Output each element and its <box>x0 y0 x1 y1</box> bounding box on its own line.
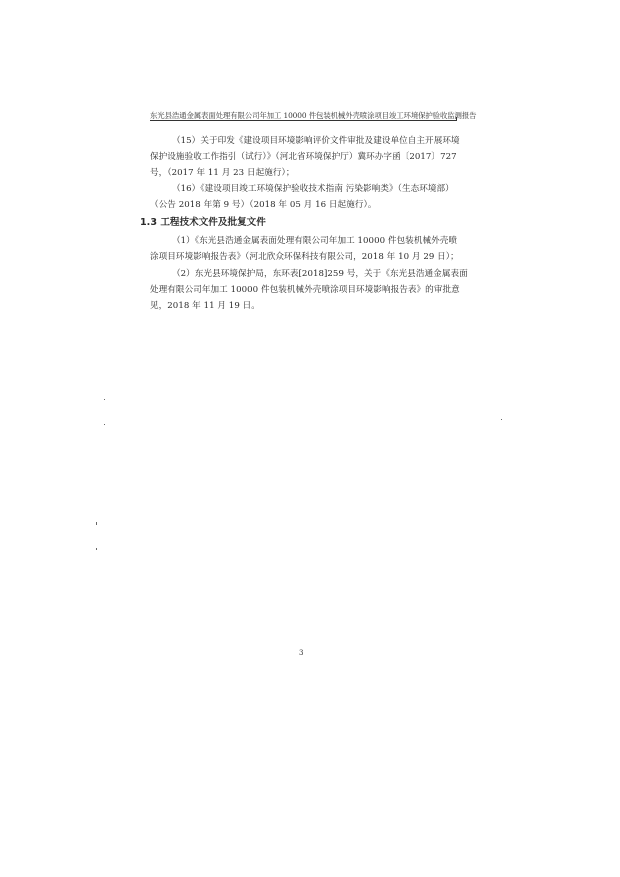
page-number: 3 <box>299 649 304 657</box>
reference-item-16-line-2: （公告 2018 年第 9 号）（2018 年 05 月 16 日起施行）。 <box>150 200 377 210</box>
scan-speck <box>104 424 105 425</box>
reference-item-15-line-2: 保护设施验收工作指引（试行）》（河北省环境保护厅）冀环办字函〔2017〕727 <box>150 152 457 162</box>
technical-document-item-1-line-2: 涂项目环境影响报告表》（河北欣众环保科技有限公司，2018 年 10 月 29 日）； <box>150 252 459 262</box>
reference-item-15-line-3: 号，（2017 年 11 月 23 日起施行）； <box>150 168 295 178</box>
scan-speck <box>104 399 105 400</box>
reference-item-15-line-1: （15）关于印发《建设项目环境影响评价文件审批及建设单位自主开展环境 <box>172 136 460 146</box>
reference-item-15 <box>150 133 460 181</box>
technical-document-item-2-line-2: 处理有限公司年加工 10000 件包装机械外壳喷涂项目环境影响报告表》的审批意 <box>150 285 460 295</box>
scan-speck <box>96 548 97 550</box>
section-heading: 1.3 工程技术文件及批复文件 <box>140 217 266 228</box>
header-rule <box>150 120 456 121</box>
scan-speck <box>96 522 97 525</box>
header-rule-end <box>454 117 457 121</box>
reference-item-16-line-1: （16）《建设项目竣工环境保护验收技术指南 污染影响类》（生态环境部） <box>172 184 454 194</box>
technical-document-item-2-line-1: （2）东光县环境保护局，东环表[2018]259 号，关于《东光县浩通金属表面 <box>172 269 468 279</box>
scan-speck <box>501 419 502 420</box>
technical-document-item-1-line-1: （1）《东光县浩通金属表面处理有限公司年加工 10000 件包装机械外壳喷 <box>172 236 458 246</box>
running-header: 东光县浩通金属表面处理有限公司年加工 10000 件包装机械外壳喷涂项目竣工环境保护验收监测报告 <box>150 111 477 120</box>
reference-item-16 <box>150 181 456 213</box>
technical-document-item-2 <box>150 266 468 314</box>
technical-document-item-1 <box>150 233 459 265</box>
technical-document-item-2-line-3: 见，2018 年 11 月 19 日。 <box>150 301 260 311</box>
